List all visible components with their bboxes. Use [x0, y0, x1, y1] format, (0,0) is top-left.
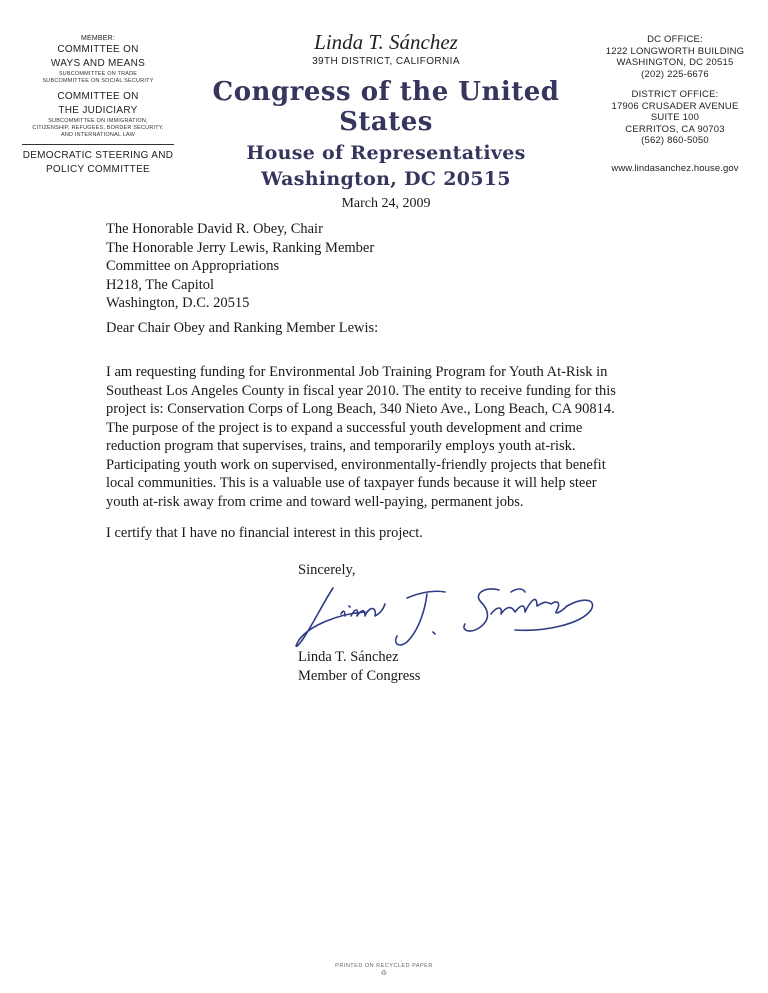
steering-committee-line2: POLICY COMMITTEE	[45, 164, 151, 175]
representative-name: Linda T. Sánchez	[314, 30, 458, 54]
city-heading: Washington, DC 20515	[261, 168, 511, 190]
salutation: Dear Chair Obey and Ranking Member Lewis:	[106, 320, 379, 336]
address-line: H218, The Capitol	[106, 276, 215, 293]
committee-ways-means-line1: COMMITTEE ON	[57, 44, 139, 55]
office-column	[590, 34, 760, 174]
steering-committee-line1: DEMOCRATIC STEERING AND	[22, 150, 174, 161]
signer-name: Linda T. Sánchez	[298, 649, 399, 665]
subcommittee-social-security: SUBCOMMITTEE ON SOCIAL SECURITY	[42, 78, 154, 84]
committee-judiciary-line1: COMMITTEE ON	[57, 91, 139, 102]
district-office-line: 17906 CRUSADER AVENUE	[611, 100, 739, 112]
address-line: The Honorable Jerry Lewis, Ranking Member	[106, 239, 375, 256]
letterhead	[190, 30, 582, 212]
committee-ways-means-line2: WAYS AND MEANS	[50, 58, 146, 69]
subcommittee-immigration-line1: SUBCOMMITTEE ON IMMIGRATION,	[48, 118, 148, 124]
district-office-title: DISTRICT OFFICE:	[631, 89, 719, 100]
dc-office-phone: (202) 225-6676	[641, 68, 709, 80]
letter-date: March 24, 2009	[341, 196, 431, 211]
address-line: Washington, D.C. 20515	[106, 295, 250, 311]
dc-office-line: 1222 LONGWORTH BUILDING	[605, 45, 745, 57]
recycled-paper-notice	[0, 963, 768, 977]
paragraph-line: project is: Conservation Corps of Long Beach, 340 Nieto Ave., Long Beach, CA 90814.	[106, 401, 615, 417]
paragraph-line: Southeast Los Angeles County in fiscal year 2010. The entity to receive funding for this	[106, 382, 616, 399]
district-office-line: SUITE 100	[650, 112, 700, 123]
dc-office-title: DC OFFICE:	[647, 34, 703, 45]
address-line: The Honorable David R. Obey, Chair	[106, 221, 323, 237]
house-heading: House of Representatives	[246, 142, 526, 164]
district-office-line: CERRITOS, CA 90703	[625, 123, 725, 135]
paragraph-line: local communities. This is a valuable use of taxpayer funds because it will help steer	[106, 475, 597, 491]
recycled-paper-text: PRINTED ON RECYCLED PAPER	[335, 963, 433, 969]
paragraph-line: I am requesting funding for Environmental Job Training Program for Youth At-Risk in	[106, 364, 608, 380]
paragraph-line: youth at-risk away from crime and toward well-paying, permanent jobs.	[106, 493, 524, 510]
subcommittee-trade: SUBCOMMITTEE ON TRADE	[58, 71, 138, 77]
request-paragraph	[106, 363, 686, 511]
certification-statement: I certify that I have no financial interest in this project.	[106, 525, 423, 541]
paragraph-line: The purpose of the project is to expand a successful youth development and crime	[106, 419, 583, 436]
closing: Sincerely,	[298, 562, 356, 578]
recycle-icon: ♻	[380, 970, 388, 977]
signature-block	[298, 648, 420, 685]
divider	[22, 144, 174, 145]
handwritten-signature	[285, 570, 605, 660]
signer-title: Member of Congress	[298, 667, 421, 684]
member-label: MEMBER:	[80, 35, 116, 42]
subcommittee-immigration-line3: AND INTERNATIONAL LAW	[61, 132, 135, 138]
subcommittee-immigration-line2: CITIZENSHIP, REFUGEES, BORDER SECURITY,	[32, 125, 164, 131]
paragraph-line: reduction program that supervises, trains, and temporarily employs youth at-risk.	[106, 438, 576, 454]
district-label: 39TH DISTRICT, CALIFORNIA	[312, 56, 460, 67]
paragraph-line: Participating youth work on supervised, environmentally-friendly projects that benefit	[106, 456, 606, 473]
inside-address	[106, 220, 686, 313]
dc-office-line: WASHINGTON, DC 20515	[616, 57, 734, 68]
website-link[interactable]: www.lindasanchez.house.gov	[611, 162, 739, 174]
congress-heading: Congress of the United States	[212, 77, 560, 137]
address-line: Committee on Appropriations	[106, 258, 280, 274]
committee-judiciary-line2: THE JUDICIARY	[58, 105, 138, 116]
district-office-phone: (562) 860-5050	[641, 135, 709, 146]
committee-column	[18, 34, 178, 177]
